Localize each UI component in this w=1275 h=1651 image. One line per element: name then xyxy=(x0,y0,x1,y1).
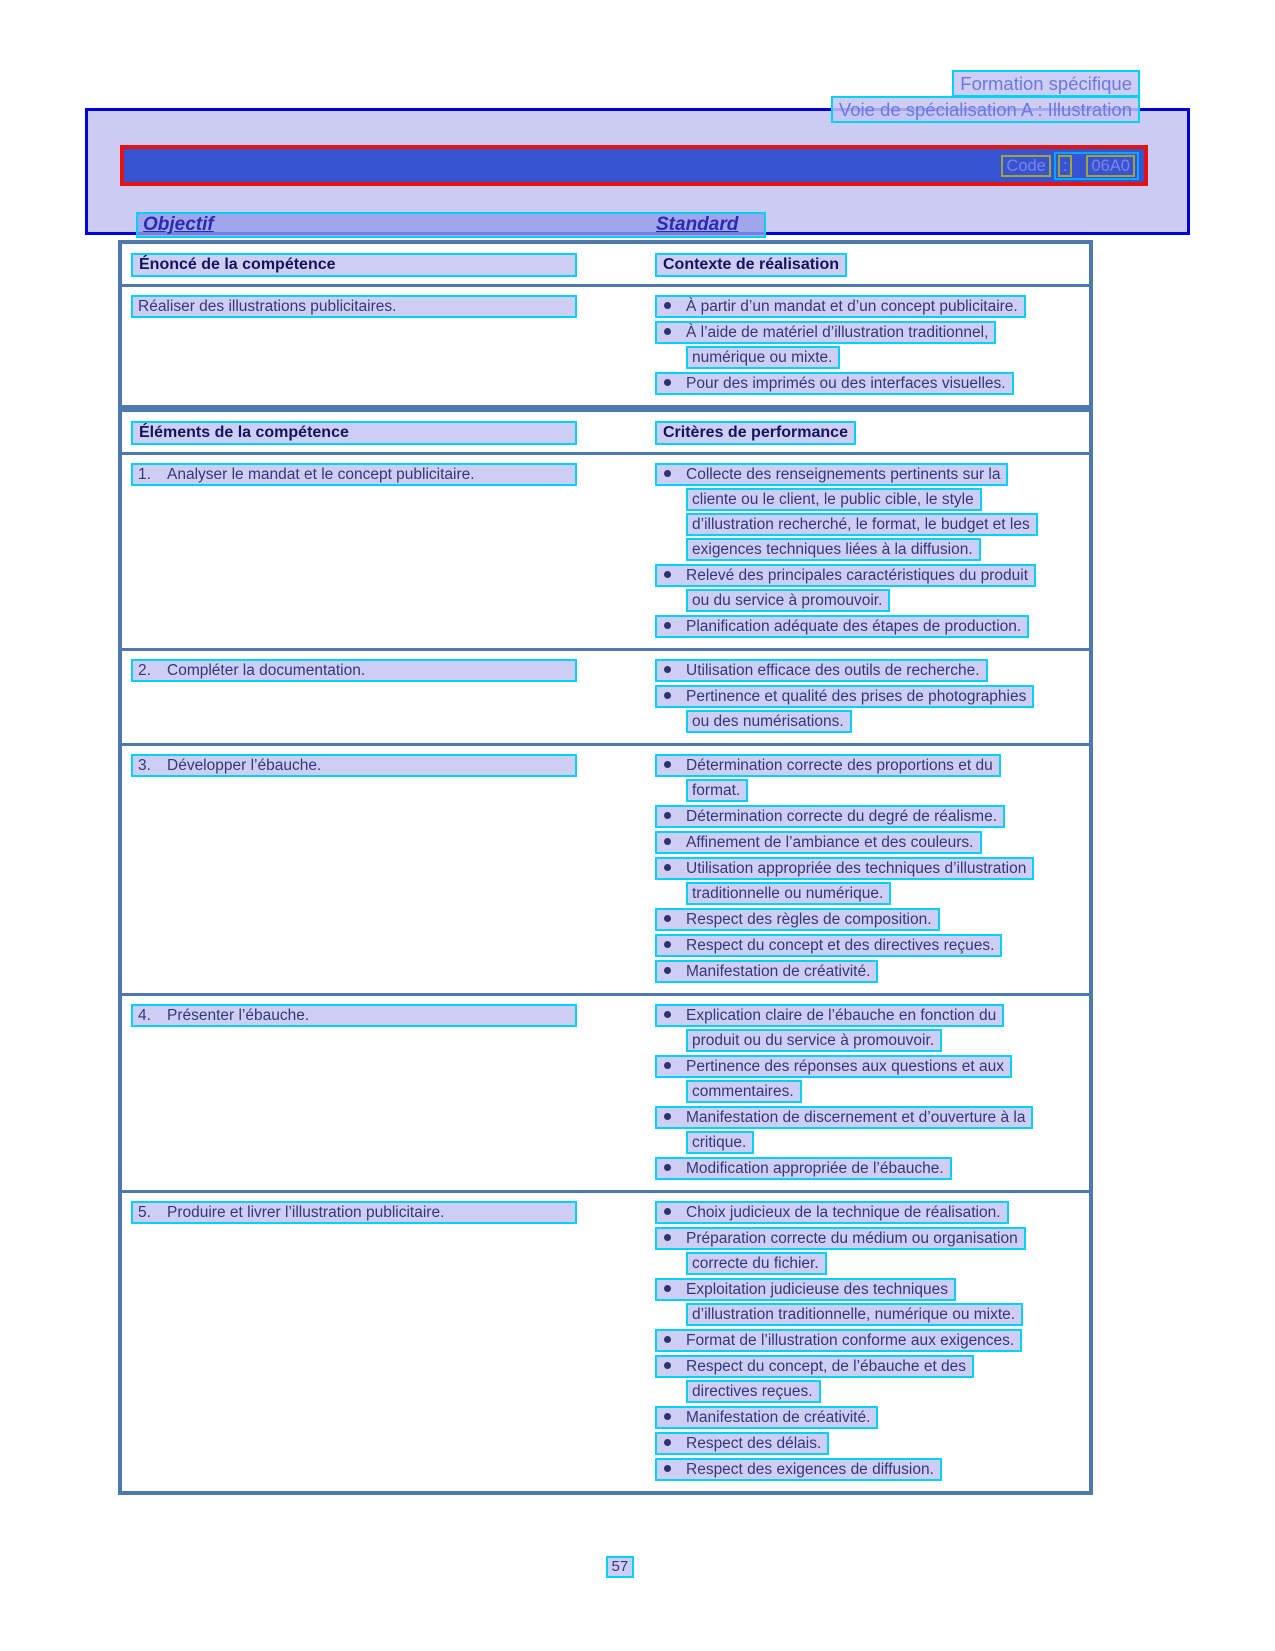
bullet-icon xyxy=(664,692,671,699)
criterion-text xyxy=(655,1329,1022,1352)
criterion-text xyxy=(686,1029,942,1052)
criterion-item xyxy=(655,659,1089,682)
bullet-icon xyxy=(664,379,671,386)
criterion-text xyxy=(686,513,1038,536)
criterion-text xyxy=(655,321,996,344)
criterion-line xyxy=(655,710,1089,733)
criterion-item xyxy=(655,1458,1089,1481)
criterion-item xyxy=(655,564,1089,612)
criterion-line xyxy=(655,857,1089,880)
criterion-line-text: commentaires. xyxy=(692,1083,794,1100)
table-row xyxy=(122,993,1089,1190)
row-right-cell xyxy=(655,463,1089,641)
criterion-line-text: d’illustration traditionnelle, numérique ou mixte. xyxy=(692,1306,1016,1323)
bullet-icon xyxy=(664,1113,671,1120)
bullet-icon xyxy=(664,941,671,948)
criterion-item xyxy=(655,685,1089,733)
criterion-line-text: Détermination correcte du degré de réalisme. xyxy=(686,808,998,825)
criterion-item xyxy=(655,1406,1089,1429)
row-left-cell xyxy=(131,463,655,641)
header-formation-line: Formation spécifique xyxy=(952,70,1140,97)
objectif-standard-band xyxy=(136,212,766,238)
criterion-line-text: Manifestation de créativité. xyxy=(686,1409,871,1426)
code-text xyxy=(1001,152,1139,180)
criterion-line-text: Manifestation de créativité. xyxy=(686,963,871,980)
criterion-text xyxy=(655,960,878,983)
criterion-item xyxy=(655,934,1089,957)
criterion-text xyxy=(686,1252,827,1275)
criterion-line-text: À partir d’un mandat et d’un concept publicitaire. xyxy=(686,298,1018,315)
criterion-line xyxy=(655,1131,1089,1154)
table-header-row xyxy=(122,412,1089,455)
bullet-icon xyxy=(664,1062,671,1069)
criterion-line xyxy=(655,346,1089,369)
criterion-text xyxy=(686,779,748,802)
bullet-icon xyxy=(664,1208,671,1215)
criterion-item xyxy=(655,1004,1089,1052)
criterion-item xyxy=(655,960,1089,983)
criterion-text xyxy=(686,1131,754,1154)
criterion-line-text: Affinement de l’ambiance et des couleurs. xyxy=(686,834,974,851)
criterion-item xyxy=(655,831,1089,854)
criterion-text xyxy=(655,463,1008,486)
criterion-text xyxy=(655,1432,829,1455)
column-header-enonce: Énoncé de la compétence xyxy=(131,253,577,277)
code-value-box xyxy=(1054,152,1139,180)
criterion-line-text: Détermination correcte des proportions et du xyxy=(686,757,993,774)
code-label: Code xyxy=(1001,155,1050,177)
criterion-line xyxy=(655,1278,1089,1301)
row-number: 5. xyxy=(138,1204,151,1221)
criterion-line-text: Pertinence des réponses aux questions et aux xyxy=(686,1058,1004,1075)
criterion-line xyxy=(655,908,1089,931)
criterion-line-text: Respect du concept, de l’ébauche et des xyxy=(686,1358,967,1375)
criterion-text xyxy=(686,1380,821,1403)
criterion-text xyxy=(655,1004,1004,1027)
bullet-icon xyxy=(664,864,671,871)
bullet-icon xyxy=(664,328,671,335)
bullet-icon xyxy=(664,1285,671,1292)
row-title-text: Réaliser des illustrations publicitaires. xyxy=(138,298,397,315)
criterion-text xyxy=(686,1303,1023,1326)
criterion-line-text: traditionnelle ou numérique. xyxy=(692,885,884,902)
criterion-line xyxy=(655,1406,1089,1429)
criterion-text xyxy=(686,710,852,733)
row-right-cell xyxy=(655,1004,1089,1183)
criterion-item xyxy=(655,615,1089,638)
criterion-line-text: Utilisation efficace des outils de recherche. xyxy=(686,662,980,679)
column-header-elements: Éléments de la compétence xyxy=(131,421,577,445)
criterion-line-text: Pour des imprimés ou des interfaces visuelles. xyxy=(686,375,1006,392)
criterion-line-text: Explication claire de l’ébauche en fonction du xyxy=(686,1007,997,1024)
row-number: 1. xyxy=(138,466,151,483)
criterion-text xyxy=(686,589,890,612)
criterion-text xyxy=(655,754,1001,777)
criterion-line-text: d’illustration recherché, le format, le budget et les xyxy=(692,516,1030,533)
bullet-icon xyxy=(664,1465,671,1472)
bullet-icon xyxy=(664,761,671,768)
criterion-line xyxy=(655,1355,1089,1378)
criterion-line xyxy=(655,805,1089,828)
criterion-line xyxy=(655,1252,1089,1275)
criterion-line-text: numérique ou mixte. xyxy=(692,349,833,366)
criterion-line xyxy=(655,1458,1089,1481)
criterion-line-text: Planification adéquate des étapes de production. xyxy=(686,618,1022,635)
row-right-cell xyxy=(655,754,1089,986)
criterion-text xyxy=(655,1406,878,1429)
criterion-line xyxy=(655,1157,1089,1180)
bullet-icon xyxy=(664,967,671,974)
criterion-text xyxy=(655,908,940,931)
criterion-item xyxy=(655,1055,1089,1103)
table-header-row xyxy=(122,244,1089,287)
row-left-cell xyxy=(131,659,655,736)
criterion-text xyxy=(655,805,1005,828)
criterion-line-text: Respect des exigences de diffusion. xyxy=(686,1461,934,1478)
criterion-line xyxy=(655,1329,1089,1352)
row-title xyxy=(131,659,577,682)
criterion-item xyxy=(655,857,1089,905)
code-separator: : xyxy=(1058,155,1073,177)
table-row xyxy=(122,743,1089,993)
criterion-item xyxy=(655,754,1089,802)
criterion-line xyxy=(655,1004,1089,1027)
criterion-line xyxy=(655,685,1089,708)
criterion-line-text: ou du service à promouvoir. xyxy=(692,592,883,609)
criterion-text xyxy=(655,1106,1033,1129)
row-left-cell xyxy=(131,754,655,986)
row-right-cell xyxy=(655,1201,1089,1484)
row-title-text: Compléter la documentation. xyxy=(167,662,366,679)
row-title xyxy=(131,1004,577,1027)
bullet-icon xyxy=(664,302,671,309)
criterion-line-text: produit ou du service à promouvoir. xyxy=(692,1032,935,1049)
criterion-item xyxy=(655,372,1089,395)
column-header-contexte: Contexte de réalisation xyxy=(655,253,847,277)
criterion-line xyxy=(655,659,1089,682)
criterion-text xyxy=(655,564,1036,587)
bullet-icon xyxy=(664,1413,671,1420)
criterion-line xyxy=(655,589,1089,612)
bullet-icon xyxy=(664,915,671,922)
criterion-item xyxy=(655,463,1089,561)
criterion-line xyxy=(655,754,1089,777)
bullet-icon xyxy=(664,622,671,629)
criterion-text xyxy=(655,934,1002,957)
bullet-icon xyxy=(664,571,671,578)
criterion-line xyxy=(655,463,1089,486)
criterion-line xyxy=(655,1432,1089,1455)
criterion-text xyxy=(655,615,1029,638)
bullet-icon xyxy=(664,1164,671,1171)
criterion-line-text: Respect des règles de composition. xyxy=(686,911,932,928)
criterion-item xyxy=(655,1329,1089,1352)
code-bar xyxy=(120,145,1148,186)
criterion-item xyxy=(655,1227,1089,1275)
criterion-item xyxy=(655,1355,1089,1403)
criterion-line xyxy=(655,295,1089,318)
criterion-line xyxy=(655,934,1089,957)
row-title xyxy=(131,1201,577,1224)
bullet-icon xyxy=(664,666,671,673)
criterion-text xyxy=(686,538,981,561)
criterion-line xyxy=(655,564,1089,587)
criterion-line-text: critique. xyxy=(692,1134,747,1151)
criterion-line-text: Respect des délais. xyxy=(686,1435,822,1452)
criterion-line-text: Format de l’illustration conforme aux exigences. xyxy=(686,1332,1015,1349)
criterion-line xyxy=(655,1303,1089,1326)
objectif-label: Objectif xyxy=(143,214,214,235)
criterion-line xyxy=(655,882,1089,905)
criterion-line-text: Pertinence et qualité des prises de photographies xyxy=(686,688,1027,705)
criterion-line-text: Manifestation de discernement et d’ouverture à la xyxy=(686,1109,1026,1126)
criterion-line xyxy=(655,372,1089,395)
criterion-text xyxy=(686,882,891,905)
competence-table-1 xyxy=(118,240,1093,409)
table-row xyxy=(122,648,1089,743)
criterion-line-text: directives reçues. xyxy=(692,1383,813,1400)
bullet-icon xyxy=(664,812,671,819)
criterion-line-text: À l’aide de matériel d’illustration traditionnel, xyxy=(686,324,989,341)
criterion-text xyxy=(655,1278,956,1301)
column-header-criteres: Critères de performance xyxy=(655,421,856,445)
bullet-icon xyxy=(664,1439,671,1446)
row-title-text: Produire et livrer l’illustration publicitaire. xyxy=(167,1204,445,1221)
row-title xyxy=(131,295,577,318)
row-number: 3. xyxy=(138,757,151,774)
criterion-item xyxy=(655,1278,1089,1326)
criterion-text xyxy=(655,295,1026,318)
criterion-line xyxy=(655,831,1089,854)
criterion-line xyxy=(655,1029,1089,1052)
criterion-text xyxy=(655,857,1034,880)
bullet-icon xyxy=(664,1234,671,1241)
criterion-line xyxy=(655,321,1089,344)
code-value: 06A0 xyxy=(1086,155,1135,177)
criterion-line xyxy=(655,1080,1089,1103)
criterion-line xyxy=(655,1055,1089,1078)
criterion-text xyxy=(686,346,840,369)
criterion-line-text: format. xyxy=(692,782,741,799)
row-number: 4. xyxy=(138,1007,151,1024)
table-row xyxy=(122,1190,1089,1491)
table-row xyxy=(122,455,1089,648)
bullet-icon xyxy=(664,470,671,477)
criterion-line xyxy=(655,488,1089,511)
criterion-item xyxy=(655,1432,1089,1455)
criterion-line xyxy=(655,513,1089,536)
criterion-line-text: Choix judicieux de la technique de réalisation. xyxy=(686,1204,1001,1221)
criterion-line-text: correcte du fichier. xyxy=(692,1255,819,1272)
competence-table-2 xyxy=(118,408,1093,1495)
criterion-line xyxy=(655,1106,1089,1129)
criterion-text xyxy=(655,1055,1012,1078)
criterion-line xyxy=(655,1227,1089,1250)
criterion-line-text: cliente ou le client, le public cible, le style xyxy=(692,491,974,508)
criterion-line xyxy=(655,538,1089,561)
row-title xyxy=(131,754,577,777)
criterion-line-text: ou des numérisations. xyxy=(692,713,844,730)
criterion-line-text: Respect du concept et des directives reçues. xyxy=(686,937,995,954)
criterion-line-text: Exploitation judicieuse des techniques xyxy=(686,1281,948,1298)
row-title-text: Développer l’ébauche. xyxy=(167,757,322,774)
title-box xyxy=(85,108,1190,235)
criterion-item xyxy=(655,1106,1089,1154)
criterion-line xyxy=(655,779,1089,802)
row-number: 2. xyxy=(138,662,151,679)
row-title xyxy=(131,463,577,486)
criterion-line xyxy=(655,1201,1089,1224)
criterion-item xyxy=(655,908,1089,931)
header-voie-line: Voie de spécialisation A : Illustration xyxy=(831,96,1140,123)
table-row xyxy=(122,287,1089,405)
row-title-text: Analyser le mandat et le concept publicitaire. xyxy=(167,466,475,483)
criterion-line-text: Relevé des principales caractéristiques du produit xyxy=(686,567,1029,584)
criterion-item xyxy=(655,1157,1089,1180)
criterion-line xyxy=(655,960,1089,983)
criterion-text xyxy=(686,488,982,511)
criterion-line-text: Collecte des renseignements pertinents sur la xyxy=(686,466,1001,483)
bullet-icon xyxy=(664,1362,671,1369)
criterion-text xyxy=(686,1080,802,1103)
criterion-line-text: Utilisation appropriée des techniques d’illustration xyxy=(686,860,1027,877)
bullet-icon xyxy=(664,838,671,845)
row-left-cell xyxy=(131,295,655,398)
criterion-item xyxy=(655,321,1089,369)
bullet-icon xyxy=(664,1336,671,1343)
row-right-cell xyxy=(655,659,1089,736)
criterion-line-text: Modification appropriée de l’ébauche. xyxy=(686,1160,944,1177)
criterion-text xyxy=(655,831,982,854)
criterion-item xyxy=(655,1201,1089,1224)
criterion-text xyxy=(655,1227,1026,1250)
criterion-line xyxy=(655,1380,1089,1403)
standard-label: Standard xyxy=(656,214,739,235)
criterion-text xyxy=(655,1201,1009,1224)
bullet-icon xyxy=(664,1011,671,1018)
criterion-text xyxy=(655,659,988,682)
criterion-text xyxy=(655,1355,974,1378)
page-number: 57 xyxy=(606,1556,635,1578)
criterion-text xyxy=(655,372,1014,395)
row-left-cell xyxy=(131,1004,655,1183)
row-right-cell xyxy=(655,295,1089,398)
criterion-line-text: exigences techniques liées à la diffusion. xyxy=(692,541,973,558)
criterion-text xyxy=(655,685,1034,708)
criterion-item xyxy=(655,805,1089,828)
row-left-cell xyxy=(131,1201,655,1484)
row-title-text: Présenter l’ébauche. xyxy=(167,1007,310,1024)
criterion-item xyxy=(655,295,1089,318)
criterion-text xyxy=(655,1458,942,1481)
criterion-line xyxy=(655,615,1089,638)
criterion-text xyxy=(655,1157,952,1180)
criterion-line-text: Préparation correcte du médium ou organisation xyxy=(686,1230,1018,1247)
